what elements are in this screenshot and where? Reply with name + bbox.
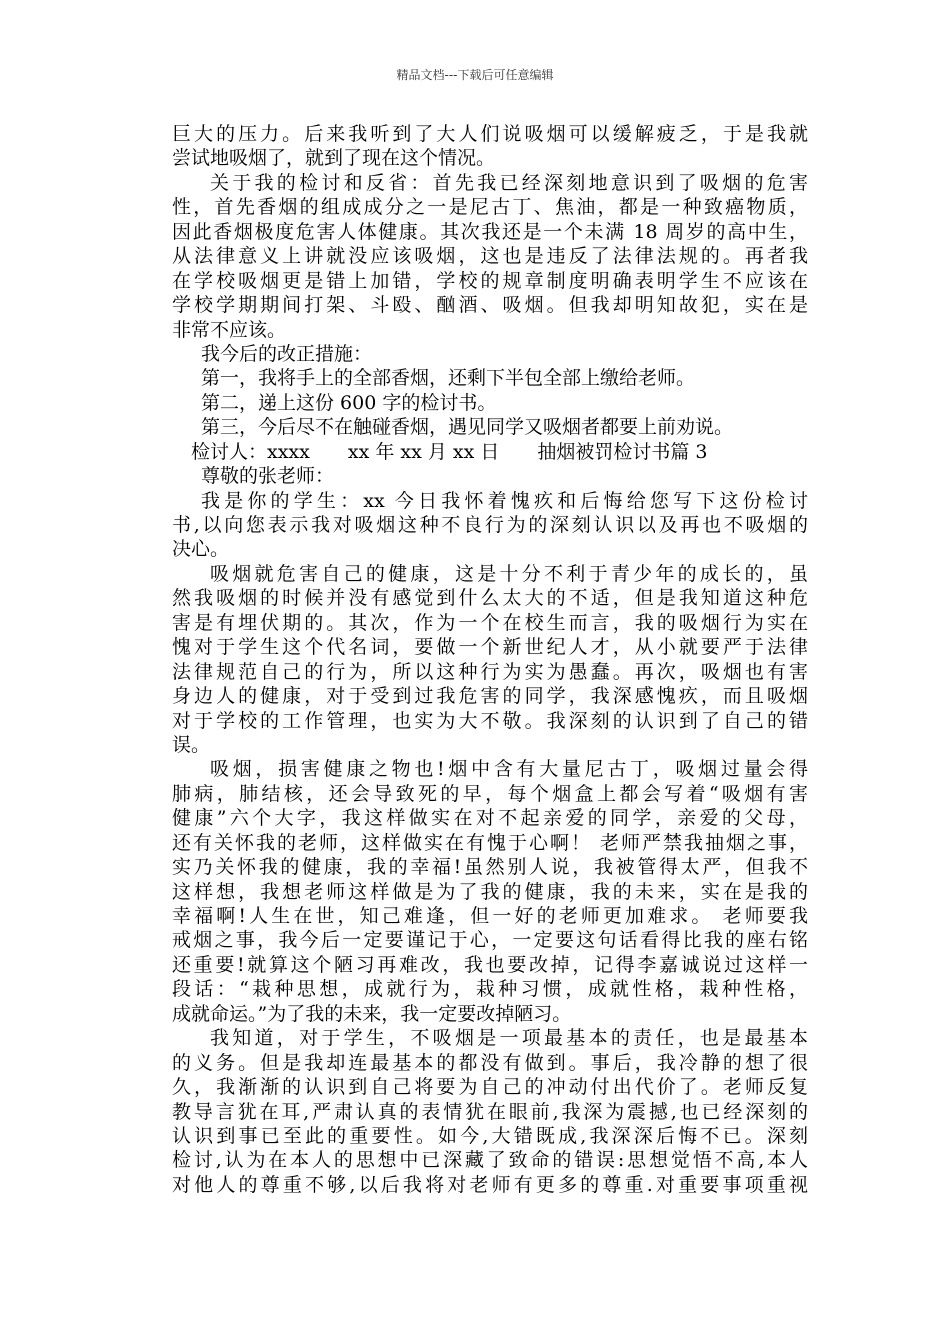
text-line: 久，我渐渐的认识到自己将要为自己的冲动付出代价了。老师反复 xyxy=(172,1076,808,1099)
text-line: 实乃关怀我的健康，我的幸福!虽然别人说，我被管得太严，但我不 xyxy=(172,856,808,879)
text-line: 学校学期期间打架、斗殴、酗酒、吸烟。但我却明知故犯，实在是 xyxy=(172,294,808,317)
text-line: 因此香烟极度危害人体健康。其次我还是一个未满 18 周岁的高中生， xyxy=(172,220,808,243)
paragraph-first-line: 我是你的学生：xx 今日我怀着愧疚和后悔给您写下这份检讨 xyxy=(201,489,808,512)
text-line: 肺病，肺结核，还会导致死的早，每个烟盒上都会写着“吸烟有害 xyxy=(172,782,808,805)
paragraph-first-line: 关于我的检讨和反省：首先我已经深刻地意识到了吸烟的危害 xyxy=(210,171,808,194)
salutation: 尊敬的张老师： xyxy=(201,465,335,488)
paragraph-first-line: 吸烟，损害健康之物也!烟中含有大量尼古丁，吸烟过量会得 xyxy=(210,758,808,781)
text-line: 从法律意义上讲就没应该吸烟，这也是违反了法律法规的。再者我 xyxy=(172,245,808,268)
text-line: 害是有埋伏期的。其次，作为一个在校生而言，我的吸烟行为实在 xyxy=(172,611,808,634)
list-item: 第三，今后尽不在触碰香烟，遇见同学又吸烟者都要上前劝说。 xyxy=(201,416,734,439)
text-line: 身边人的健康，对于受到过我危害的同学，我深感愧疚，而且吸烟 xyxy=(172,685,808,708)
paragraph-first-line: 我知道，对于学生，不吸烟是一项最基本的责任，也是最基本 xyxy=(210,1027,808,1050)
text-line: 教导言犹在耳,严肃认真的表情犹在眼前,我深为震撼,也已经深刻的 xyxy=(172,1100,808,1123)
text-line: 戒烟之事，我今后一定要谨记于心，一定要这句话看得比我的座右铭 xyxy=(172,929,808,952)
text-line: 书,以向您表示我对吸烟这种不良行为的深刻认识以及再也不吸烟的 xyxy=(172,514,808,536)
text-line: 在学校吸烟更是错上加错，学校的规章制度明确表明学生不应该在 xyxy=(172,269,808,292)
text-line: 健康”六个大字，我这样做实在对不起亲爱的同学，亲爱的父母， xyxy=(172,807,808,830)
list-item: 第二，递上这份 600 字的检讨书。 xyxy=(201,391,497,414)
text-line: 认识到事已至此的重要性。如今,大错既成,我深深后悔不已。深刻 xyxy=(172,1124,808,1147)
text-line: 检讨,认为在本人的思想中已深藏了致命的错误:思想觉悟不高,本人 xyxy=(172,1149,808,1172)
paragraph-first-line: 吸烟就危害自己的健康，这是十分不利于青少年的成长的，虽 xyxy=(210,562,808,585)
text-line: 这样想，我想老师这样做是为了我的健康，我的未来，实在是我的 xyxy=(172,880,808,903)
text-line: 对于学校的工作管理，也实为大不敬。我深刻的认识到了自己的错 xyxy=(172,709,808,732)
document-body xyxy=(172,122,808,1197)
text-line: 段话：“栽种思想，成就行为，栽种习惯，成就性格，栽种性格， xyxy=(172,978,808,1001)
page-header: 精品文档---下载后可任意编辑 xyxy=(396,68,554,82)
text-line: 幸福啊!人生在世，知己难逢，但一好的老师更加难求。 老师要我 xyxy=(172,905,808,927)
text-line: 然我吸烟的时候并没有感觉到什么太大的不适，但是我知道这种危 xyxy=(172,587,808,610)
text-line: 非常不应该。 xyxy=(172,318,287,341)
list-heading: 我今后的改正措施： xyxy=(201,342,373,365)
signature-line: 检讨人：xxxx xx 年 xx 月 xx 日 抽烟被罚检讨书篇 3 xyxy=(191,440,708,463)
text-line: 误。 xyxy=(172,733,211,756)
text-line: 巨大的压力。后来我听到了大人们说吸烟可以缓解疲乏，于是我就 xyxy=(172,123,808,145)
text-line: 决心。 xyxy=(172,538,230,561)
text-line: 性，首先香烟的组成成分之一是尼古丁、焦油，都是一种致癌物质， xyxy=(172,196,808,219)
list-item: 第一，我将手上的全部香烟，还剩下半包全部上缴给老师。 xyxy=(201,367,696,390)
text-line: 尝试地吸烟了，就到了现在这个情况。 xyxy=(172,147,496,170)
text-line: 还重要!就算这个陋习再难改，我也要改掉，记得李嘉诚说过这样一 xyxy=(172,953,808,976)
text-line: 愧对于学生这个代名词，要做一个新世纪人才，从小就要严于法律 xyxy=(172,636,808,659)
text-line: 对他人的尊重不够,以后我将对老师有更多的尊重.对重要事项重视 xyxy=(172,1173,808,1196)
text-line: 的义务。但是我却连最基本的都没有做到。事后，我冷静的想了很 xyxy=(172,1051,808,1074)
text-line: 成就命运。”为了我的未来，我一定要改掉陋习。 xyxy=(172,1002,572,1025)
text-line: 法律规范自己的行为，所以这种行为实为愚蠢。再次，吸烟也有害 xyxy=(172,660,808,683)
text-line: 还有关怀我的老师，这样做实在有愧于心啊！ 老师严禁我抽烟之事， xyxy=(172,831,808,854)
